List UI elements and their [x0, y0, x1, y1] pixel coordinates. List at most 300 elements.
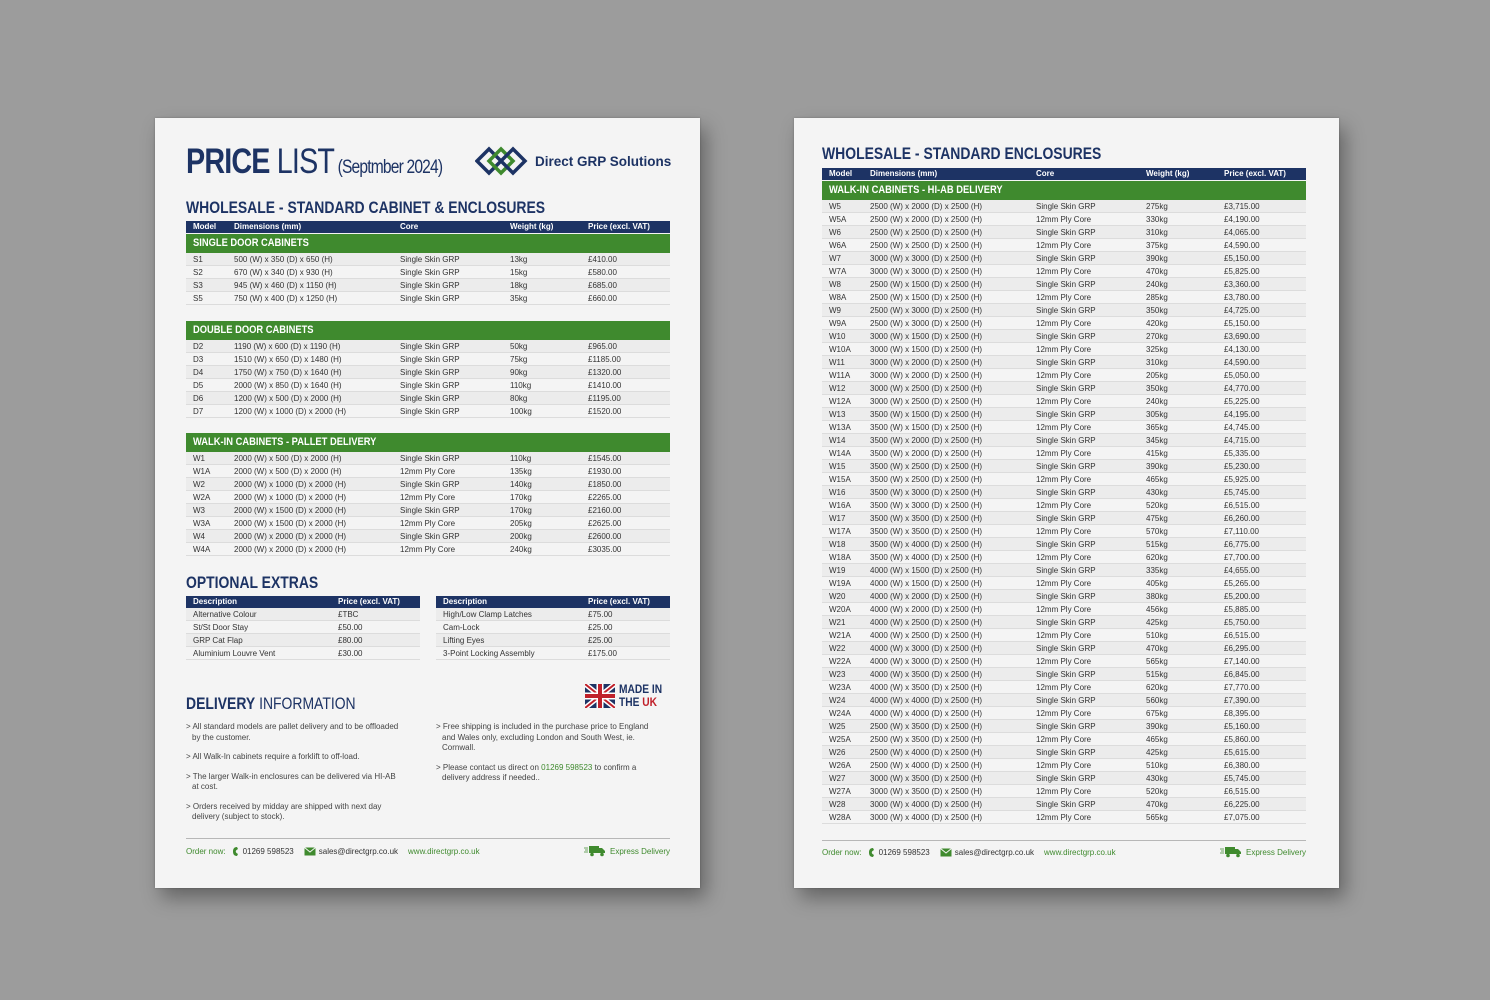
cell-dimensions: 3000 (W) x 4000 (D) x 2500 (H) — [870, 800, 983, 809]
cell-dimensions: 2500 (W) x 4000 (D) x 2500 (H) — [870, 748, 983, 757]
cell-model: W12 — [829, 384, 846, 393]
cell-weight: 305kg — [1146, 410, 1168, 419]
cell-dimensions: 2500 (W) x 3500 (D) x 2500 (H) — [870, 722, 983, 731]
cell-price: £5,230.00 — [1224, 462, 1260, 471]
cell-weight: 345kg — [1146, 436, 1168, 445]
group-rows-walk-in-hiab — [822, 200, 1306, 824]
cell-weight: 75kg — [510, 355, 528, 364]
cell-model: D5 — [193, 381, 204, 390]
cell-dimensions: 3500 (W) x 2500 (D) x 2500 (H) — [870, 462, 983, 471]
table-row — [822, 538, 1306, 551]
table-header — [186, 596, 420, 608]
table-row — [822, 668, 1306, 681]
col-dimensions: Dimensions (mm) — [870, 169, 938, 178]
cell-model: W13A — [829, 423, 851, 432]
cell-model: W5A — [829, 215, 847, 224]
col-price: Price (excl. VAT) — [588, 597, 650, 606]
cell-price: £5,150.00 — [1224, 254, 1260, 263]
footer-website[interactable]: www.directgrp.co.uk — [408, 846, 480, 856]
cell-weight: 380kg — [1146, 592, 1168, 601]
cell-weight: 465kg — [1146, 735, 1168, 744]
brand-logo — [475, 144, 671, 178]
table-row — [822, 720, 1306, 733]
double-door-table — [186, 320, 670, 418]
cell-dimensions: 4000 (W) x 2000 (D) x 2500 (H) — [870, 605, 983, 614]
extras-table-left — [186, 596, 420, 660]
table-header — [186, 221, 670, 233]
cell-description: 3-Point Locking Assembly — [443, 649, 535, 658]
cell-price: £8,395.00 — [1224, 709, 1260, 718]
cell-price: £2625.00 — [588, 519, 622, 528]
cell-core: 12mm Ply Core — [1036, 709, 1092, 718]
cell-weight: 200kg — [510, 532, 532, 541]
truck-icon — [1220, 846, 1242, 858]
cell-price: £1195.00 — [588, 394, 621, 403]
cell-model: W20 — [829, 592, 846, 601]
table-row — [186, 491, 670, 504]
cell-model: W24A — [829, 709, 851, 718]
cell-core: Single Skin GRP — [1036, 644, 1096, 653]
cell-price: £7,110.00 — [1224, 527, 1259, 536]
table-row — [822, 239, 1306, 252]
cell-model: W2 — [193, 480, 205, 489]
cell-weight: 430kg — [1146, 488, 1168, 497]
col-weight: Weight (kg) — [510, 222, 554, 231]
table-row — [186, 279, 670, 292]
table-row — [822, 785, 1306, 798]
cell-core: 12mm Ply Core — [1036, 293, 1092, 302]
cell-weight: 560kg — [1146, 696, 1168, 705]
cell-price: £1320.00 — [588, 368, 622, 377]
cell-price: £965.00 — [588, 342, 617, 351]
cell-price: £6,260.00 — [1224, 514, 1260, 523]
table-row — [822, 291, 1306, 304]
cell-price: £5,860.00 — [1224, 735, 1260, 744]
cell-model: W26 — [829, 748, 846, 757]
cell-model: W23A — [829, 683, 851, 692]
cell-dimensions: 4000 (W) x 4000 (D) x 2500 (H) — [870, 709, 983, 718]
cell-price: £6,775.00 — [1224, 540, 1260, 549]
cell-dimensions: 3500 (W) x 3500 (D) x 2500 (H) — [870, 514, 983, 523]
cell-price: £3,360.00 — [1224, 280, 1260, 289]
table-row — [822, 278, 1306, 291]
cell-price: £5,750.00 — [1224, 618, 1260, 627]
cell-weight: 205kg — [510, 519, 532, 528]
cell-price: £6,845.00 — [1224, 670, 1260, 679]
cell-model: S2 — [193, 268, 203, 277]
cell-dimensions: 2000 (W) x 500 (D) x 2000 (H) — [234, 454, 342, 463]
cell-weight: 350kg — [1146, 384, 1168, 393]
cell-price: £5,745.00 — [1224, 774, 1260, 783]
table-row — [186, 634, 420, 647]
cell-description: GRP Cat Flap — [193, 636, 243, 645]
cell-core: Single Skin GRP — [400, 480, 460, 489]
cell-weight: 470kg — [1146, 644, 1168, 653]
cell-model: W11A — [829, 371, 851, 380]
table-row — [186, 392, 670, 405]
cell-weight: 350kg — [1146, 306, 1168, 315]
group-header-walk-in-hiab: WALK-IN CABINETS - HI-AB DELIVERY — [822, 181, 1306, 200]
cell-core: 12mm Ply Core — [1036, 553, 1092, 562]
cell-price: £6,225.00 — [1224, 800, 1260, 809]
order-now-label: Order now: — [186, 846, 226, 856]
cell-weight: 50kg — [510, 342, 528, 351]
cell-weight: 465kg — [1146, 475, 1168, 484]
cell-weight: 135kg — [510, 467, 532, 476]
price-list-page-2 — [794, 118, 1339, 888]
cell-dimensions: 4000 (W) x 1500 (D) x 2500 (H) — [870, 579, 983, 588]
cell-core: 12mm Ply Core — [1036, 319, 1092, 328]
cell-dimensions: 4000 (W) x 2500 (D) x 2500 (H) — [870, 631, 983, 640]
cell-core: 12mm Ply Core — [1036, 761, 1092, 770]
table-row — [186, 517, 670, 530]
cell-core: Single Skin GRP — [1036, 410, 1096, 419]
cell-model: W19A — [829, 579, 851, 588]
cell-weight: 270kg — [1146, 332, 1168, 341]
cell-dimensions: 2500 (W) x 2000 (D) x 2500 (H) — [870, 202, 983, 211]
cell-weight: 18kg — [510, 281, 528, 290]
cell-weight: 310kg — [1146, 358, 1168, 367]
cell-model: W8 — [829, 280, 841, 289]
table-row — [436, 634, 670, 647]
table-row — [822, 408, 1306, 421]
cell-model: S5 — [193, 294, 203, 303]
cell-model: W6A — [829, 241, 847, 250]
cell-weight: 90kg — [510, 368, 528, 377]
cell-dimensions: 3500 (W) x 1500 (D) x 2500 (H) — [870, 423, 983, 432]
cell-weight: 456kg — [1146, 605, 1168, 614]
table-row — [822, 421, 1306, 434]
table-row — [822, 707, 1306, 720]
cell-weight: 470kg — [1146, 800, 1168, 809]
cell-dimensions: 3000 (W) x 3500 (D) x 2500 (H) — [870, 774, 983, 783]
cell-weight: 365kg — [1146, 423, 1168, 432]
table-row — [186, 340, 670, 353]
cell-price: £25.00 — [588, 636, 613, 645]
cell-model: W1 — [193, 454, 205, 463]
walk-in-pallet-table — [186, 432, 670, 556]
cell-model: W11 — [829, 358, 845, 367]
cell-model: W17 — [829, 514, 846, 523]
cell-price: £4,065.00 — [1224, 228, 1260, 237]
cell-core: 12mm Ply Core — [1036, 657, 1092, 666]
cell-weight: 470kg — [1146, 267, 1168, 276]
table-row — [822, 486, 1306, 499]
delivery-note: > All standard models are pallet delivery and to be offloaded by the customer. — [186, 722, 399, 742]
cell-core: Single Skin GRP — [1036, 384, 1096, 393]
cell-dimensions: 3000 (W) x 2500 (D) x 2500 (H) — [870, 384, 983, 393]
cell-price: £30.00 — [338, 649, 363, 658]
table-row — [822, 772, 1306, 785]
cell-weight: 110kg — [510, 454, 532, 463]
cell-price: £5,335.00 — [1224, 449, 1260, 458]
cell-model: W18A — [829, 553, 851, 562]
cell-core: 12mm Ply Core — [1036, 267, 1092, 276]
cell-core: 12mm Ply Core — [1036, 501, 1092, 510]
price-list-page-1 — [155, 118, 700, 888]
col-core: Core — [1036, 169, 1055, 178]
cell-dimensions: 2500 (W) x 2500 (D) x 2500 (H) — [870, 228, 983, 237]
cell-dimensions: 3000 (W) x 3000 (D) x 2500 (H) — [870, 254, 983, 263]
table-row — [822, 590, 1306, 603]
cell-weight: 390kg — [1146, 254, 1168, 263]
delivery-note: > The larger Walk-in enclosures can be delivered via HI-AB at cost. — [186, 771, 396, 791]
cell-core: Single Skin GRP — [1036, 254, 1096, 263]
col-price: Price (excl. VAT) — [588, 222, 650, 231]
cell-price: £5,925.00 — [1224, 475, 1260, 484]
table-row — [186, 504, 670, 517]
cell-price: £1185.00 — [588, 355, 621, 364]
cell-dimensions: 4000 (W) x 3500 (D) x 2500 (H) — [870, 670, 983, 679]
cell-dimensions: 3000 (W) x 4000 (D) x 2500 (H) — [870, 813, 983, 822]
col-dimensions: Dimensions (mm) — [234, 222, 302, 231]
table-row — [822, 317, 1306, 330]
cell-description: Lifting Eyes — [443, 636, 485, 645]
cell-core: Single Skin GRP — [1036, 462, 1096, 471]
table-row — [436, 608, 670, 621]
cell-dimensions: 1190 (W) x 600 (D) x 1190 (H) — [234, 342, 341, 351]
cell-weight: 80kg — [510, 394, 528, 403]
cell-weight: 13kg — [510, 255, 528, 264]
cell-core: Single Skin GRP — [400, 407, 460, 416]
cell-model: W27A — [829, 787, 851, 796]
cell-price: £6,515.00 — [1224, 631, 1260, 640]
cell-weight: 375kg — [1146, 241, 1168, 250]
cell-weight: 310kg — [1146, 228, 1168, 237]
cell-weight: 565kg — [1146, 657, 1168, 666]
delivery-note: > Orders received by midday are shipped with next day delivery (subject to stock). — [186, 801, 382, 821]
cell-weight: 275kg — [1146, 202, 1168, 211]
table-row — [822, 551, 1306, 564]
cell-dimensions: 3000 (W) x 2500 (D) x 2500 (H) — [870, 397, 983, 406]
cell-core: Single Skin GRP — [1036, 722, 1096, 731]
cell-model: W28 — [829, 800, 846, 809]
cell-weight: 330kg — [1146, 215, 1168, 224]
cell-weight: 35kg — [510, 294, 528, 303]
cell-price: £7,140.00 — [1224, 657, 1260, 666]
cell-core: Single Skin GRP — [400, 255, 460, 264]
table-row — [822, 811, 1306, 824]
cell-model: W21 — [829, 618, 846, 627]
cell-dimensions: 2000 (W) x 850 (D) x 1640 (H) — [234, 381, 342, 390]
cell-model: W4A — [193, 545, 211, 554]
cell-model: W9 — [829, 306, 841, 315]
cell-dimensions: 750 (W) x 400 (D) x 1250 (H) — [234, 294, 338, 303]
table-row — [822, 343, 1306, 356]
cell-core: Single Skin GRP — [1036, 436, 1096, 445]
cell-price: £6,515.00 — [1224, 501, 1260, 510]
table-row — [822, 330, 1306, 343]
cell-weight: 110kg — [510, 381, 532, 390]
table-row — [186, 405, 670, 418]
cell-model: W6 — [829, 228, 841, 237]
cell-price: £5,225.00 — [1224, 397, 1260, 406]
cell-model: D4 — [193, 368, 204, 377]
contact-phone-link[interactable]: 01269 598523 — [541, 762, 593, 772]
cell-price: £410.00 — [588, 255, 617, 264]
cell-description: Alternative Colour — [193, 610, 257, 619]
cell-model: W21A — [829, 631, 851, 640]
table-row — [436, 621, 670, 634]
cell-weight: 205kg — [1146, 371, 1168, 380]
col-core: Core — [400, 222, 419, 231]
cell-core: Single Skin GRP — [1036, 748, 1096, 757]
table-row — [822, 213, 1306, 226]
cell-core: Single Skin GRP — [400, 368, 460, 377]
cell-price: £5,825.00 — [1224, 267, 1260, 276]
cell-core: 12mm Ply Core — [400, 519, 456, 528]
delivery-info-left — [186, 722, 401, 832]
table-row — [186, 608, 420, 621]
table-row — [822, 798, 1306, 811]
cell-core: Single Skin GRP — [1036, 566, 1096, 575]
section-title-delivery: DELIVERY INFORMATION — [186, 694, 356, 713]
group-rows-double-door — [186, 340, 670, 418]
table-row — [186, 543, 670, 556]
cell-model: W15 — [829, 462, 846, 471]
cell-core: Single Skin GRP — [1036, 306, 1096, 315]
cell-weight: 515kg — [1146, 540, 1168, 549]
order-now-label: Order now: — [822, 847, 862, 857]
cell-price: £685.00 — [588, 281, 617, 290]
cell-weight: 520kg — [1146, 787, 1168, 796]
cell-model: W19 — [829, 566, 846, 575]
cell-price: £4,590.00 — [1224, 241, 1260, 250]
cell-weight: 240kg — [510, 545, 532, 554]
cell-model: W18 — [829, 540, 846, 549]
cell-weight: 675kg — [1146, 709, 1168, 718]
footer-website[interactable]: www.directgrp.co.uk — [1044, 847, 1116, 857]
cell-core: 12mm Ply Core — [1036, 787, 1092, 796]
table-row — [186, 621, 420, 634]
cell-core: 12mm Ply Core — [1036, 735, 1092, 744]
cell-price: £5,150.00 — [1224, 319, 1260, 328]
table-row — [822, 252, 1306, 265]
email-icon — [304, 847, 316, 856]
col-description: Description — [443, 597, 488, 606]
table-row — [436, 647, 670, 660]
cell-dimensions: 2500 (W) x 1500 (D) x 2500 (H) — [870, 293, 983, 302]
cell-model: D7 — [193, 407, 204, 416]
table-row — [186, 530, 670, 543]
cell-dimensions: 2500 (W) x 2000 (D) x 2500 (H) — [870, 215, 983, 224]
cell-dimensions: 4000 (W) x 2000 (D) x 2500 (H) — [870, 592, 983, 601]
table-row — [822, 473, 1306, 486]
cell-dimensions: 2500 (W) x 2500 (D) x 2500 (H) — [870, 241, 983, 250]
cell-weight: 335kg — [1146, 566, 1168, 575]
table-row — [186, 253, 670, 266]
cell-dimensions: 2500 (W) x 3000 (D) x 2500 (H) — [870, 319, 983, 328]
delivery-note: > All Walk-In cabinets require a forklift to off-load. — [186, 752, 360, 761]
footer-phone[interactable]: 01269 598523 — [232, 846, 294, 857]
cell-price: £2600.00 — [588, 532, 622, 541]
cell-core: Single Skin GRP — [1036, 488, 1096, 497]
cell-price: £5,885.00 — [1224, 605, 1260, 614]
cell-core: Single Skin GRP — [1036, 280, 1096, 289]
cell-model: W8A — [829, 293, 847, 302]
cell-core: 12mm Ply Core — [400, 545, 456, 554]
group-header-double-door: DOUBLE DOOR CABINETS — [186, 321, 670, 340]
cell-core: Single Skin GRP — [400, 532, 460, 541]
cell-model: W25A — [829, 735, 851, 744]
cell-model: W16A — [829, 501, 851, 510]
cell-weight: 570kg — [1146, 527, 1168, 536]
cell-model: D6 — [193, 394, 204, 403]
table-row — [822, 603, 1306, 616]
cell-price: £7,075.00 — [1224, 813, 1260, 822]
cell-core: 12mm Ply Core — [1036, 345, 1092, 354]
cell-dimensions: 3000 (W) x 1500 (D) x 2500 (H) — [870, 345, 983, 354]
cell-dimensions: 1200 (W) x 500 (D) x 2000 (H) — [234, 394, 342, 403]
cell-core: Single Skin GRP — [400, 342, 460, 351]
cell-core: 12mm Ply Core — [1036, 423, 1092, 432]
table-row — [186, 366, 670, 379]
cell-core: Single Skin GRP — [1036, 202, 1096, 211]
footer-phone[interactable]: 01269 598523 — [868, 847, 930, 858]
cell-weight: 620kg — [1146, 553, 1168, 562]
col-description: Description — [193, 597, 238, 606]
footer-divider — [822, 840, 1306, 841]
cell-dimensions: 3500 (W) x 3000 (D) x 2500 (H) — [870, 501, 983, 510]
cell-dimensions: 3500 (W) x 4000 (D) x 2500 (H) — [870, 540, 983, 549]
cell-dimensions: 4000 (W) x 1500 (D) x 2500 (H) — [870, 566, 983, 575]
cell-price: £7,770.00 — [1224, 683, 1260, 692]
cell-description: Cam-Lock — [443, 623, 480, 632]
cabinet-table — [186, 221, 670, 305]
cell-price: £1850.00 — [588, 480, 622, 489]
cell-dimensions: 3500 (W) x 2500 (D) x 2500 (H) — [870, 475, 983, 484]
table-row — [822, 564, 1306, 577]
table-row — [822, 694, 1306, 707]
cell-price: £25.00 — [588, 623, 613, 632]
cell-price: £1520.00 — [588, 407, 622, 416]
footer-email[interactable]: sales@directgrp.co.uk — [304, 847, 398, 856]
cell-dimensions: 3500 (W) x 2000 (D) x 2500 (H) — [870, 436, 983, 445]
cell-core: Single Skin GRP — [1036, 358, 1096, 367]
cell-price: £5,745.00 — [1224, 488, 1260, 497]
cell-core: 12mm Ply Core — [1036, 475, 1092, 484]
cell-price: £5,050.00 — [1224, 371, 1260, 380]
footer-email[interactable]: sales@directgrp.co.uk — [940, 848, 1034, 857]
cell-core: Single Skin GRP — [1036, 332, 1096, 341]
cell-price: £3,780.00 — [1224, 293, 1260, 302]
table-row — [186, 266, 670, 279]
section-title-extras: OPTIONAL EXTRAS — [186, 573, 319, 592]
cell-dimensions: 3000 (W) x 1500 (D) x 2500 (H) — [870, 332, 983, 341]
cell-model: W22 — [829, 644, 846, 653]
cell-dimensions: 2000 (W) x 2000 (D) x 2000 (H) — [234, 545, 347, 554]
table-row — [186, 292, 670, 305]
cell-model: W28A — [829, 813, 851, 822]
col-price: Price (excl. VAT) — [1224, 169, 1286, 178]
cell-model: W5 — [829, 202, 841, 211]
cell-weight: 405kg — [1146, 579, 1168, 588]
cell-model: W1A — [193, 467, 211, 476]
section-title-wholesale: WHOLESALE - STANDARD CABINET & ENCLOSURES — [186, 198, 546, 217]
cell-price: £3035.00 — [588, 545, 622, 554]
group-header-single-door: SINGLE DOOR CABINETS — [186, 234, 670, 253]
cell-model: W14 — [829, 436, 846, 445]
cell-model: W13 — [829, 410, 846, 419]
cell-model: W2A — [193, 493, 211, 502]
express-delivery: Express Delivery — [1220, 846, 1306, 858]
cell-core: Single Skin GRP — [1036, 592, 1096, 601]
table-row — [822, 395, 1306, 408]
cell-weight: 170kg — [510, 506, 532, 515]
cell-core: 12mm Ply Core — [1036, 449, 1092, 458]
cell-dimensions: 2000 (W) x 1000 (D) x 2000 (H) — [234, 493, 347, 502]
cell-model: W25 — [829, 722, 846, 731]
